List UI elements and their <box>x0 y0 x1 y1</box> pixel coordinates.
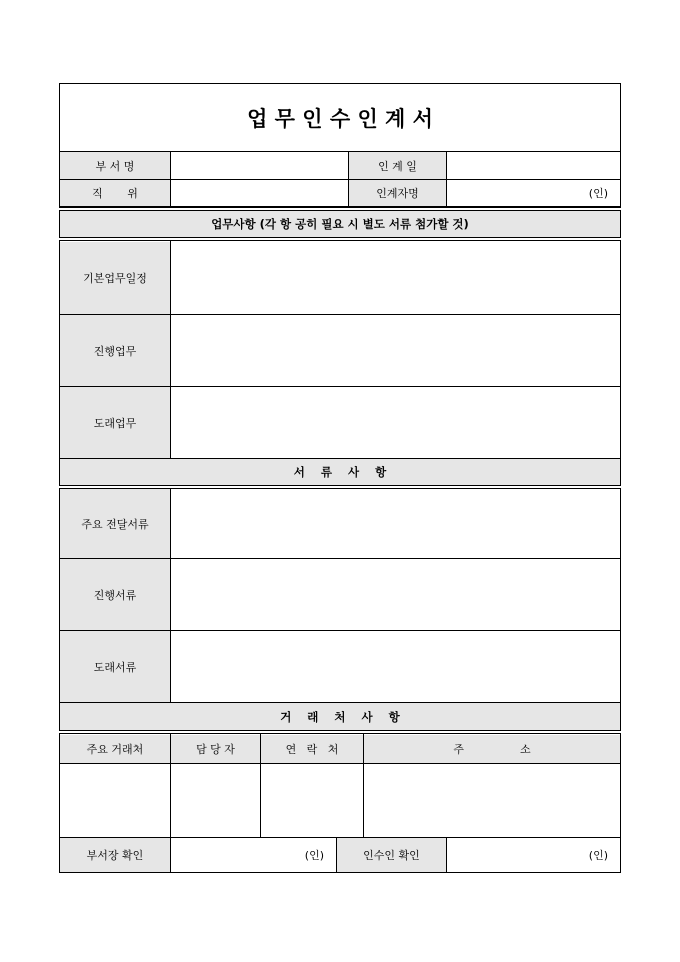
dept-head-seal[interactable]: (인) <box>304 849 324 862</box>
clients-section-header: 거 래 처 사 항 <box>280 709 400 724</box>
docs-row-field-main[interactable] <box>171 489 620 558</box>
col-header-client: 주요 거래처 <box>86 743 144 756</box>
handover-date-field[interactable] <box>447 152 620 179</box>
col-header-contact: 연 락 처 <box>285 743 339 756</box>
position-field[interactable] <box>171 180 348 206</box>
work-row-label-upcoming: 도래업무 <box>93 416 137 430</box>
docs-row-label-in-progress: 진행서류 <box>93 588 137 602</box>
handover-person-seal[interactable]: (인) <box>588 187 608 200</box>
double-rule <box>59 237 621 241</box>
docs-row-field-upcoming[interactable] <box>171 631 620 702</box>
document-title: 업 무 인 수 인 계 서 <box>247 105 433 131</box>
work-row-field-schedule[interactable] <box>171 242 620 314</box>
docs-row-label-main: 주요 전달서류 <box>81 517 149 531</box>
handover-person-label: 인계자명 <box>376 187 419 200</box>
col-header-manager: 담 당 자 <box>196 743 235 756</box>
dept-head-confirm-label: 부서장 확인 <box>86 849 144 862</box>
contact-field[interactable] <box>261 764 363 837</box>
docs-row-field-in-progress[interactable] <box>171 559 620 630</box>
work-section-header: 업무사항 (각 항 공히 필요 시 별도 서류 첨가할 것) <box>211 217 469 231</box>
work-row-field-upcoming[interactable] <box>171 387 620 458</box>
docs-row-label-upcoming: 도래서류 <box>93 660 137 674</box>
dept-label: 부 서 명 <box>95 159 135 173</box>
docs-section-header: 서 류 사 항 <box>293 465 387 479</box>
receiver-confirm-label: 인수인 확인 <box>363 849 420 862</box>
address-field[interactable] <box>364 764 620 837</box>
work-row-label-schedule: 기본업무일정 <box>83 272 147 285</box>
work-row-field-in-progress[interactable] <box>171 315 620 386</box>
col-header-address: 주 소 <box>453 743 531 756</box>
dept-field[interactable] <box>171 152 348 179</box>
manager-field[interactable] <box>171 764 260 837</box>
double-rule <box>59 730 621 734</box>
work-row-label-in-progress: 진행업무 <box>93 344 137 358</box>
handover-date-label: 인 계 일 <box>378 159 417 173</box>
receiver-seal[interactable]: (인) <box>588 849 608 862</box>
position-label: 직 위 <box>92 187 138 200</box>
client-field[interactable] <box>60 764 170 837</box>
